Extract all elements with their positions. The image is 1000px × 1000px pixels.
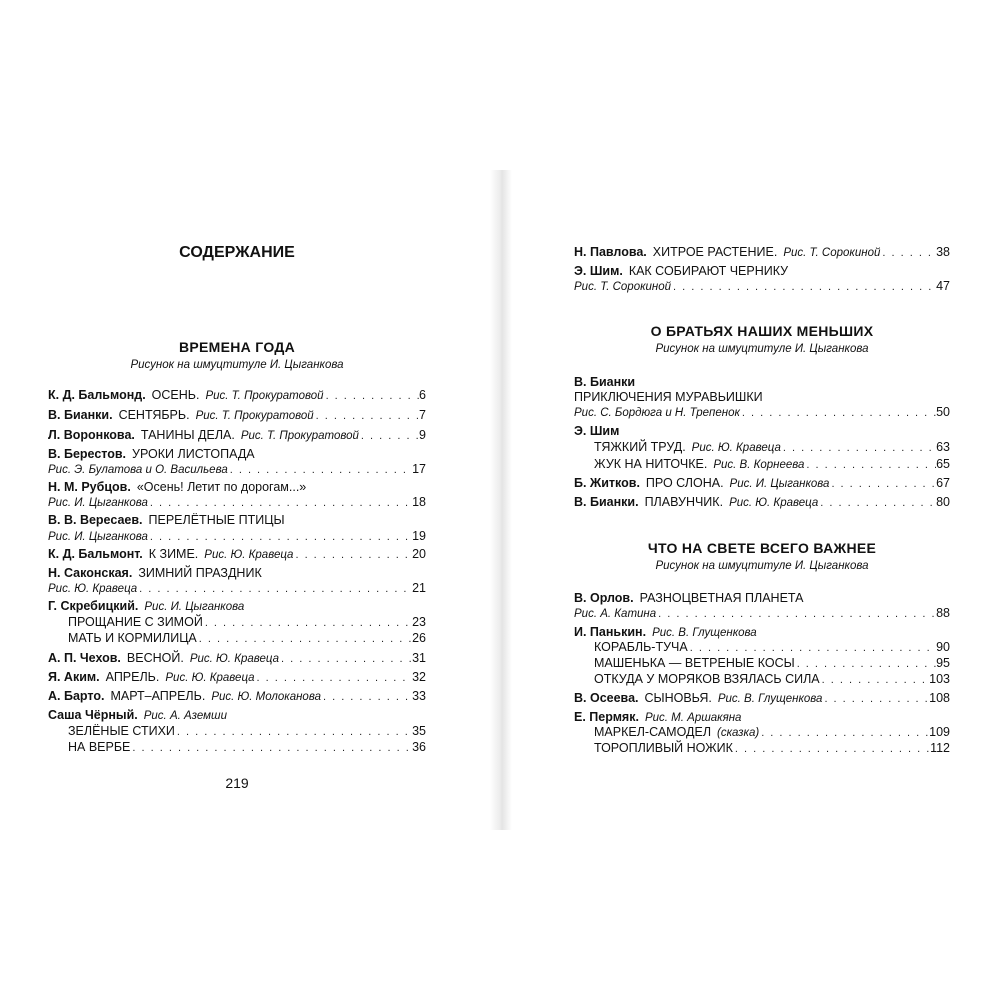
illustrator: Рис. В. Глущенкова (652, 627, 757, 639)
contents-title: СОДЕРЖАНИЕ (179, 244, 295, 261)
toc-entry-continued (574, 279, 950, 295)
toc-entry[interactable] (574, 476, 950, 492)
leader-dots (314, 410, 419, 422)
leader-dots (820, 674, 930, 686)
page-ref: 47 (936, 279, 950, 293)
toc-entry-continued[interactable] (574, 390, 950, 406)
toc-subentry[interactable] (68, 724, 426, 740)
leader-dots (255, 672, 413, 684)
section-title: ЧТО НА СВЕТЕ ВСЕГО ВАЖНЕЕ (647, 540, 877, 556)
toc-entry[interactable] (574, 264, 950, 280)
page-ref: 88 (936, 606, 950, 620)
toc-entry[interactable] (574, 245, 950, 261)
work-title: ПРИКЛЮЧЕНИЯ МУРАВЬИШКИ (574, 390, 763, 404)
work-title: ТОРОПЛИВЫЙ НОЖИК (594, 741, 733, 755)
author: Н. М. Рубцов. (48, 480, 131, 494)
toc-entry[interactable] (48, 408, 426, 424)
page-ref: 7 (419, 408, 426, 422)
leader-dots (279, 653, 412, 665)
leader-dots (321, 691, 412, 703)
page-fold-shadow (490, 170, 512, 830)
illustrator: Рис. С. Бордюга и Н. Трепенок (574, 407, 740, 419)
page-ref: 9 (419, 428, 426, 442)
toc-subentry[interactable] (594, 656, 950, 672)
page-ref: 109 (929, 725, 950, 739)
author: Л. Воронкова. (48, 428, 135, 442)
section-subtitle: Рисунок на шмуцтитуле И. Цыганкова (130, 359, 344, 371)
toc-subentry[interactable] (594, 457, 950, 473)
page-ref: 33 (412, 689, 426, 703)
author: Н. Саконская. (48, 566, 133, 580)
toc-entry[interactable] (48, 388, 426, 404)
toc-entry[interactable] (48, 651, 426, 667)
author: Я. Аким. (48, 670, 100, 684)
toc-entry[interactable] (574, 710, 950, 726)
leader-dots (324, 390, 419, 402)
page-ref: 18 (412, 495, 426, 509)
leader-dots (733, 743, 930, 755)
illustrator: Рис. Т. Прокуратовой (205, 390, 324, 402)
illustrator: Рис. В. Корнеева (713, 459, 805, 471)
illustrator: Рис. Ю. Молоканова (211, 691, 321, 703)
work-title: УРОКИ ЛИСТОПАДА (132, 447, 255, 461)
author: Е. Пермяк. (574, 710, 639, 724)
leader-dots (130, 742, 412, 754)
toc-subentry[interactable] (68, 615, 426, 631)
page-ref: 80 (936, 495, 950, 509)
toc-entry-continued (48, 495, 426, 511)
page-ref: 23 (412, 615, 426, 629)
page-ref: 108 (929, 691, 950, 705)
work-title: ОТКУДА У МОРЯКОВ ВЗЯЛАСЬ СИЛА (594, 672, 820, 686)
author: В. Бианки (574, 375, 636, 389)
leader-dots (148, 497, 412, 509)
page-ref: 31 (412, 651, 426, 665)
page-ref: 50 (936, 405, 950, 419)
author: В. Осеева. (574, 691, 639, 705)
work-note: (сказка) (717, 727, 760, 739)
page-ref: 17 (412, 462, 426, 476)
author: И. Панькин. (574, 625, 647, 639)
leader-dots (795, 658, 936, 670)
author: Н. Павлова. (574, 245, 647, 259)
page-ref: 20 (412, 547, 426, 561)
toc-entry[interactable] (574, 625, 950, 641)
page-ref: 63 (936, 440, 950, 454)
page-ref: 21 (412, 581, 426, 595)
work-title: К ЗИМЕ. (148, 547, 199, 561)
work-title: ПРОЩАНИЕ С ЗИМОЙ (68, 615, 203, 629)
work-title: ОСЕНЬ. (151, 388, 200, 402)
illustrator: Рис. И. Цыганкова (48, 497, 148, 509)
toc-entry[interactable] (48, 480, 426, 496)
illustrator: Рис. Т. Сорокиной (783, 247, 881, 259)
author: В. В. Вересаев. (48, 513, 143, 527)
work-title: АПРЕЛЬ. (105, 670, 160, 684)
work-title: ЗЕЛЁНЫЕ СТИХИ (68, 724, 175, 738)
author: Э. Шим (574, 424, 620, 438)
work-title: «Осень! Летит по дорогам...» (136, 480, 307, 494)
page-ref: 95 (936, 656, 950, 670)
leader-dots (175, 726, 412, 738)
leader-dots (880, 247, 936, 259)
work-title: МАРТ–АПРЕЛЬ. (110, 689, 206, 703)
illustrator: Рис. Ю. Кравеца (729, 497, 819, 509)
toc-entry-continued (574, 405, 950, 421)
toc-entry[interactable] (48, 599, 426, 615)
work-title: ВЕСНОЙ. (126, 651, 184, 665)
author: В. Бианки. (574, 495, 639, 509)
illustrator: Рис. Т. Сорокиной (574, 281, 672, 293)
toc-entry[interactable] (48, 689, 426, 705)
illustrator: Рис. Ю. Кравеца (189, 653, 280, 665)
work-title: МАШЕНЬКА — ВЕТРЕНЫЕ КОСЫ (594, 656, 795, 670)
illustrator: Рис. И. Цыганкова (144, 601, 245, 613)
leader-dots (759, 727, 929, 739)
toc-entry-continued (48, 581, 426, 597)
leader-dots (688, 642, 936, 654)
toc-subentry[interactable] (594, 640, 950, 656)
leader-dots (293, 549, 412, 561)
toc-subentry[interactable] (68, 740, 426, 756)
toc-entry[interactable] (48, 708, 426, 724)
page-ref: 26 (412, 631, 426, 645)
work-title: КАК СОБИРАЮТ ЧЕРНИКУ (628, 264, 789, 278)
leader-dots (804, 459, 936, 471)
illustrator: Рис. И. Цыганкова (48, 531, 148, 543)
work-title: ПРО СЛОНА. (645, 476, 724, 490)
toc-entry[interactable] (48, 447, 426, 463)
author: В. Берестов. (48, 447, 127, 461)
leader-dots (137, 583, 412, 595)
section-title: ВРЕМЕНА ГОДА (178, 339, 296, 355)
leader-dots (829, 478, 936, 490)
illustrator: Рис. Т. Прокуратовой (240, 430, 359, 442)
work-title: РАЗНОЦВЕТНАЯ ПЛАНЕТА (639, 591, 804, 605)
author: В. Орлов. (574, 591, 634, 605)
illustrator: Рис. Ю. Кравеца (691, 442, 781, 454)
page-ref: 38 (936, 245, 950, 259)
leader-dots (781, 442, 936, 454)
author: А. П. Чехов. (48, 651, 121, 665)
work-title: СЫНОВЬЯ. (644, 691, 712, 705)
author: В. Бианки. (48, 408, 113, 422)
toc-entry-continued (48, 529, 426, 545)
toc-entry[interactable] (574, 495, 950, 511)
page-ref: 67 (936, 476, 950, 490)
toc-entry[interactable] (574, 424, 950, 440)
work-title: ТЯЖКИЙ ТРУД. (594, 440, 686, 454)
leader-dots (740, 407, 936, 419)
work-title: НА ВЕРБЕ (68, 740, 131, 754)
section-subtitle: Рисунок на шмуцтитуле И. Цыганкова (655, 560, 869, 572)
page-ref: 103 (929, 672, 950, 686)
author: К. Д. Бальмонт. (48, 547, 143, 561)
leader-dots (671, 281, 936, 293)
work-title: ТАНИНЫ ДЕЛА. (140, 428, 235, 442)
author: Б. Житков. (574, 476, 640, 490)
leader-dots (203, 617, 412, 629)
leader-dots (197, 633, 412, 645)
toc-entry[interactable] (574, 375, 950, 391)
page-ref: 112 (930, 741, 950, 755)
work-title: КОРАБЛЬ-ТУЧА (594, 640, 688, 654)
author: К. Д. Бальмонд. (48, 388, 146, 402)
work-title: ХИТРОЕ РАСТЕНИЕ. (652, 245, 778, 259)
illustrator: Рис. И. Цыганкова (729, 478, 830, 490)
illustrator: Рис. Т. Прокуратовой (195, 410, 314, 422)
work-title: СЕНТЯБРЬ. (118, 408, 190, 422)
illustrator: Рис. А. Катина (574, 608, 657, 620)
section-subtitle: Рисунок на шмуцтитуле И. Цыганкова (655, 343, 869, 355)
author: А. Барто. (48, 689, 105, 703)
work-title: ПЕРЕЛЁТНЫЕ ПТИЦЫ (148, 513, 285, 527)
page-ref: 6 (419, 388, 426, 402)
author: Саша Чёрный. (48, 708, 138, 722)
work-title: ЖУК НА НИТОЧКЕ. (594, 457, 708, 471)
work-title: ПЛАВУНЧИК. (644, 495, 724, 509)
leader-dots (228, 464, 412, 476)
toc-entry[interactable] (574, 591, 950, 607)
illustrator: Рис. В. Глущенкова (717, 693, 823, 705)
illustrator: Рис. А. Аземши (143, 710, 227, 722)
toc-subentry[interactable] (594, 741, 950, 757)
author: Э. Шим. (574, 264, 623, 278)
toc-entry[interactable] (48, 566, 426, 582)
toc-subentry[interactable] (594, 725, 950, 741)
page-ref: 36 (412, 740, 426, 754)
toc-entry[interactable] (48, 670, 426, 686)
page-ref: 19 (412, 529, 426, 543)
toc-subentry[interactable] (68, 631, 426, 647)
page-ref: 35 (412, 724, 426, 738)
leader-dots (818, 497, 936, 509)
illustrator: Рис. М. Аршакяна (644, 712, 742, 724)
work-title: МАТЬ И КОРМИЛИЦА (68, 631, 197, 645)
toc-entry-continued (48, 462, 426, 478)
toc-entry[interactable] (48, 513, 426, 529)
toc-entry[interactable] (48, 547, 426, 563)
toc-subentry[interactable] (594, 672, 950, 688)
toc-subentry[interactable] (594, 440, 950, 456)
page-ref: 90 (936, 640, 950, 654)
illustrator: Рис. Э. Булатова и О. Васильева (48, 464, 228, 476)
illustrator: Рис. Ю. Кравеца (204, 549, 294, 561)
section-title: О БРАТЬЯХ НАШИХ МЕНЬШИХ (650, 323, 874, 339)
page-ref: 65 (936, 457, 950, 471)
toc-entry[interactable] (574, 691, 950, 707)
leader-dots (656, 608, 936, 620)
toc-entry[interactable] (48, 428, 426, 444)
illustrator: Рис. Ю. Кравеца (48, 583, 138, 595)
leader-dots (822, 693, 929, 705)
work-title: ЗИМНИЙ ПРАЗДНИК (138, 566, 262, 580)
page-ref: 32 (412, 670, 426, 684)
work-title: МАРКЕЛ-САМОДЕЛ (594, 725, 712, 739)
illustrator: Рис. Ю. Кравеца (165, 672, 255, 684)
leader-dots (359, 430, 419, 442)
page-number: 219 (225, 775, 249, 791)
author: Г. Скребицкий. (48, 599, 139, 613)
toc-entry-continued (574, 606, 950, 622)
leader-dots (148, 531, 412, 543)
